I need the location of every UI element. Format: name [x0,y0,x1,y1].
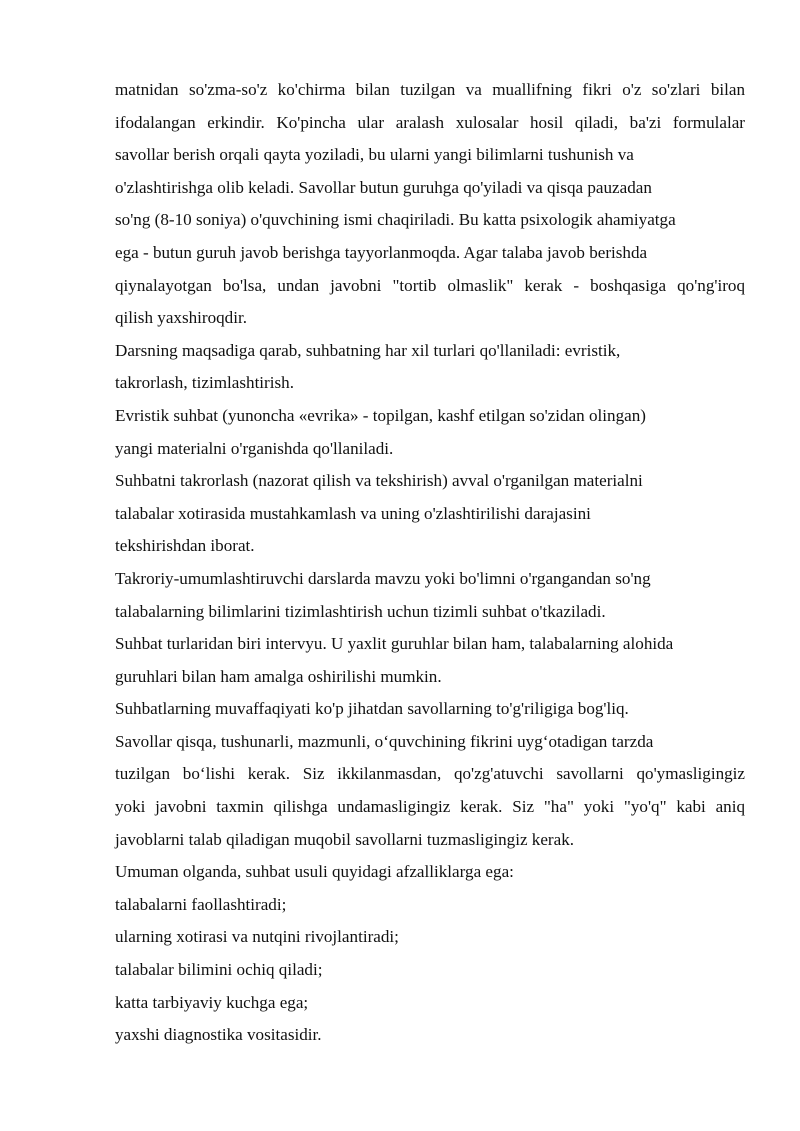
text-line: Takroriy-umumlashtiruvchi darslarda mavzu yoki bo'limni o'rgangandan so'ng [115,568,651,588]
text-line: yaxshi diagnostika vositasidir. [115,1025,322,1045]
text-line: talabalar xotirasida mustahkamlash va uning o'zlashtirilishi darajasini [115,503,591,523]
text-line: Darsning maqsadiga qarab, suhbatning har xil turlari qo'llaniladi: evristik, [115,340,621,360]
text-line: qilish yaxshiroqdir. [115,308,248,328]
text-line: Evristik suhbat (yunoncha «evrika» - topilgan, kashf etilgan so'zidan olingan) [115,405,646,425]
text-line: savollar berish orqali qayta yoziladi, bu ularni yangi bilimlarni tushunish va [115,145,634,165]
text-line: so'ng (8-10 soniya) o'quvchining ismi chaqiriladi. Bu katta psixologik ahamiyatga [115,210,676,230]
text-line: tuzilgan bo‘lishi kerak. Siz ikkilanmasdan, qo'zg'atuvchi savollarni qo'ymasligingiz [115,764,745,784]
text-line: ega - butun guruh javob berishga tayyorlanmoqda. Agar talaba javob berishda [115,242,648,262]
text-line: qiynalayotgan bo'lsa, undan javobni "tortib olmaslik" kerak - boshqasiga qo'ng'iroq [115,275,745,295]
text-line: Umuman olganda, suhbat usuli quyidagi afzalliklarga ega: [115,862,514,882]
text-line: ularning xotirasi va nutqini rivojlantiradi; [115,927,399,947]
text-line: katta tarbiyaviy kuchga ega; [115,992,309,1012]
text-line: Suhbatlarning muvaffaqiyati ko'p jihatdan savollarning to'g'riligiga bog'liq. [115,699,629,719]
text-line: Suhbat turlaridan biri intervyu. U yaxlit guruhlar bilan ham, talabalarning alohida [115,634,674,654]
text-line: o'zlashtirishga olib keladi. Savollar butun guruhga qo'yiladi va qisqa pauzadan [115,177,652,197]
text-line: tekshirishdan iborat. [115,536,255,556]
document-page [115,74,745,1052]
text-line: talabalarning bilimlarini tizimlashtirish uchun tizimli suhbat o'tkaziladi. [115,601,606,621]
text-line: yoki javobni taxmin qilishga undamasligingiz kerak. Siz "ha" yoki "yo'q" kabi aniq [115,797,745,817]
text-line: yangi materialni o'rganishda qo'llaniladi. [115,438,394,458]
text-line: talabalar bilimini ochiq qiladi; [115,960,323,980]
text-line: Suhbatni takrorlash (nazorat qilish va tekshirish) avval o'rganilgan materialni [115,471,643,491]
text-line: guruhlari bilan ham amalga oshirilishi mumkin. [115,666,442,686]
text-line: ifodalangan erkindir. Ko'pincha ular aralash xulosalar hosil qiladi, ba'zi formulalar [115,112,745,132]
text-line: takrorlash, tizimlashtirish. [115,373,294,393]
text-line: Savollar qisqa, tushunarli, mazmunli, o‘quvchining fikrini uyg‘otadigan tarzda [115,731,654,751]
text-line: javoblarni talab qiladigan muqobil savollarni tuzmasligingiz kerak. [115,829,575,849]
text-line: talabalarni faollashtiradi; [115,894,287,914]
text-line: matnidan so'zma-so'z ko'chirma bilan tuzilgan va muallifning fikri o'z so'zlari bilan [115,80,745,99]
